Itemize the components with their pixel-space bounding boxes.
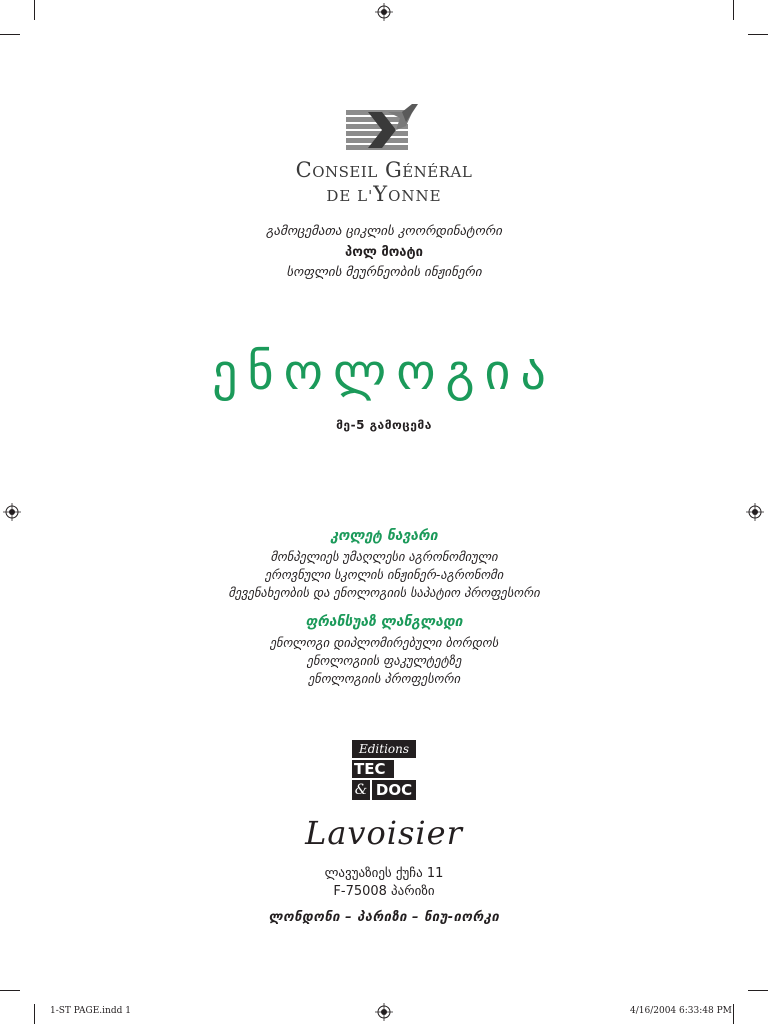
logo-text: ONNE bbox=[388, 187, 442, 205]
publisher-name: Lavoisier bbox=[305, 814, 463, 852]
book-edition: მე-5 გამოცემა bbox=[336, 418, 432, 432]
logo-text: Editions bbox=[352, 740, 416, 758]
conseil-general-region bbox=[0, 182, 768, 206]
publisher-cities: ლონდონი – პარიზი – ნიუ-იორკი bbox=[268, 910, 500, 925]
book-title: ენოლოგია bbox=[212, 343, 556, 401]
crop-mark bbox=[34, 0, 35, 20]
crop-mark bbox=[748, 990, 768, 991]
logo-text: ÉNÉRAL bbox=[402, 163, 473, 181]
crop-mark bbox=[748, 34, 768, 35]
author-affiliation: მონპელიეს უმაღლესი აგრონომიული bbox=[270, 549, 498, 564]
conseil-general-name bbox=[0, 158, 768, 182]
crop-mark bbox=[0, 990, 20, 991]
logo-text: C bbox=[295, 158, 313, 182]
logo-text: DE L' bbox=[326, 187, 374, 205]
author-name: კოლეტ ნავარი bbox=[330, 528, 438, 544]
registration-mark-icon bbox=[375, 3, 393, 21]
logo-text: Y bbox=[373, 182, 389, 206]
author-affiliation: მევენახეობის და ენოლოგიის საპატიო პროფესორი bbox=[228, 585, 540, 600]
author-name: ფრანსუაზ ლანგლადი bbox=[305, 614, 463, 630]
tec-doc-logo bbox=[352, 740, 416, 800]
crop-mark bbox=[733, 0, 734, 20]
logo-text: & bbox=[352, 780, 370, 800]
coordinator-title: სოფლის მეურნეობის ინჟინერი bbox=[286, 265, 482, 280]
logo-text: DOC bbox=[372, 780, 416, 800]
coordinator-role: გამოცემათა ციკლის კოორდინატორი bbox=[266, 224, 502, 239]
registration-mark-icon bbox=[746, 503, 764, 521]
crop-mark bbox=[733, 1004, 734, 1024]
slug-filename: 1-ST PAGE.indd 1 bbox=[50, 1006, 131, 1016]
publisher-street: ლავუაზიეს ქუჩა 11 bbox=[324, 866, 444, 881]
logo-text: TEC bbox=[352, 760, 394, 778]
author-affiliation: ენოლოგი დიპლომირებული ბორდოს bbox=[269, 635, 499, 650]
registration-mark-icon bbox=[3, 503, 21, 521]
crop-mark bbox=[0, 34, 20, 35]
logo-text: ONSEIL bbox=[312, 163, 378, 181]
author-affiliation: ეროვნული სკოლის ინჟინერ-აგრონომი bbox=[264, 567, 504, 582]
coordinator-name: პოლ მოატი bbox=[345, 245, 423, 260]
publisher-postal: F-75008 პარიზი bbox=[333, 884, 435, 899]
author-affiliation: ენოლოგიის პროფესორი bbox=[307, 671, 461, 686]
author-affiliation: ენოლოგიის ფაკულტეტზე bbox=[306, 653, 462, 668]
conseil-general-logo-icon bbox=[346, 104, 426, 156]
slug-date: 4/16/2004 6:33:48 PM bbox=[630, 1006, 732, 1016]
crop-mark bbox=[34, 1004, 35, 1024]
registration-mark-icon bbox=[375, 1003, 393, 1021]
logo-text: G bbox=[384, 158, 403, 182]
